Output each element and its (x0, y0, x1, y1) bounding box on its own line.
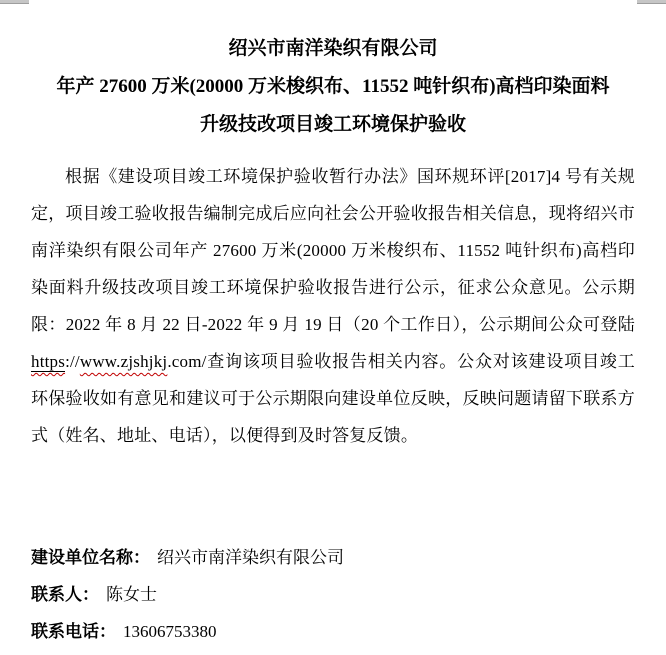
toolbar-fragment-left (0, 0, 29, 4)
contact-person-label: 联系人： (31, 585, 99, 604)
contact-phone-label: 联系电话： (31, 622, 116, 641)
contact-phone-row (31, 613, 635, 650)
contact-person-value: 陈女士 (106, 585, 157, 604)
title-acceptance-line: 升级技改项目竣工环境保护验收 (199, 114, 466, 135)
notice-text-before-url: 根据《建设项目竣工环境保护验收暂行办法》国环规环评[2017]4 号有关规定，项目竣工验收报告编制完成后应向社会公开验收报告相关信息，现将绍兴市南洋染织有限公司年产 27600 万米(20000 万米梭织布、11552 吨针织布)高档印染面料升级技改项目竣工环境保护验收报告进行公示，征求公众意见。公示期限：2022 年 8 月 22 日-2022 年 9 月 19 日（20 个工作日），公示期间公众可登陆 (31, 167, 635, 334)
notice-paragraph (31, 158, 635, 454)
contact-company-value: 绍兴市南洋染织有限公司 (157, 548, 344, 567)
contact-company-label: 建设单位名称： (31, 548, 150, 567)
toolbar-fragment-right (637, 0, 666, 4)
document-title (0, 0, 666, 144)
url-separator[interactable]: :// (65, 352, 80, 371)
title-project-line: 年产 27600 万米(20000 万米梭织布、11552 吨针织布)高档印染面料 (56, 76, 610, 97)
url-scheme[interactable]: https (31, 352, 66, 371)
notice-text-after-url: 查询该项目验收报告相关内容。公众对该建设项目竣工环保验收如有意见和建议可于公示期限向建设单位反映，反映问题请留下联系方式（姓名、地址、电话），以便得到及时答复反馈。 (31, 352, 635, 445)
contact-person-row (31, 576, 635, 613)
contact-block (31, 539, 635, 650)
title-company-line: 绍兴市南洋染织有限公司 (228, 38, 438, 59)
url-suffix[interactable]: .com/ (167, 352, 207, 371)
contact-company-row (31, 539, 635, 576)
contact-phone-value: 13606753380 (123, 622, 217, 641)
url-host[interactable]: www.zjshjkj (79, 352, 168, 371)
